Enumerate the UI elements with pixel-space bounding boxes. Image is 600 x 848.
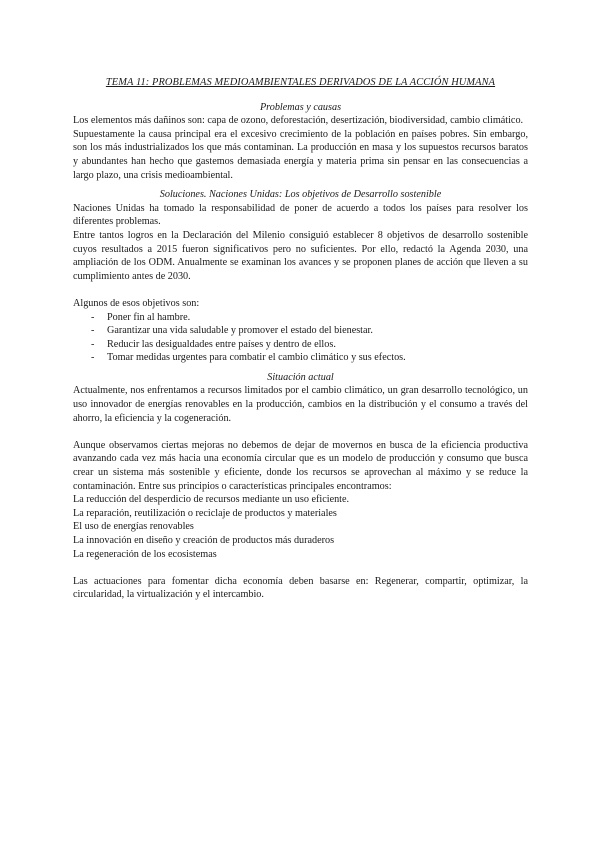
list-item: La reducción del desperdicio de recursos mediante un uso eficiente. <box>73 494 350 506</box>
list-item: La regeneración de los ecosistemas <box>73 548 217 560</box>
list-item: - Reducir las desigualdades entre países y dentro de ellos. <box>91 338 528 352</box>
document-page <box>73 76 528 602</box>
principles-list <box>73 493 528 561</box>
list-item: - Tomar medidas urgentes para combatir el cambio climático y sus efectos. <box>91 351 528 365</box>
paragraph-economia-circular: Aunque observamos ciertas mejoras no debemos de dejar de movernos en busca de la eficiencia productiva avanzando cada vez más hacia una economía circular que es un modelo de producción y consumo que busca crear un sistema más sostenible y eficiente, donde los recursos se aprovechan al máximo y se reduce la contaminación. Entre sus principios o características principales encontramos: <box>73 439 528 492</box>
list-item: La innovación en diseño y creación de productos más duraderos <box>73 535 335 546</box>
paragraph-causa-principal: Supuestamente la causa principal era el excesivo crecimiento de la población en países pobres. Sin embargo, son los más industrializados los que más contaminan. La producción en masa y los supuestos recursos baratos y abundantes han hecho que gastemos demasiada energía y materia prima sin pensar en las consecuencias a largo plazo, una crisis medioambiental. <box>73 128 528 181</box>
list-item: La reparación, reutilización o reciclaje de productos y materiales <box>73 507 337 519</box>
paragraph-elementos: Los elementos más dañinos son: capa de ozono, deforestación, desertización, biodiversidad, cambio climático. <box>73 115 524 127</box>
section-heading-soluciones: Soluciones. Naciones Unidas: Los objetivos de Desarrollo sostenible <box>159 189 442 201</box>
list-item: - Garantizar una vida saludable y promover el estado del bienestar. <box>91 324 528 338</box>
paragraph-actuaciones: Las actuaciones para fomentar dicha economía deben basarse en: Regenerar, compartir, optimizar, la circularidad, la virtualización y el intercambio. <box>73 575 528 601</box>
paragraph-actualmente: Actualmente, nos enfrentamos a recursos limitados por el cambio climático, un gran desarrollo tecnológico, un uso innovador de energías renovables en la producción, cambios en la distribución y el consumo a través del ahorro, la eficiencia y la cogeneración. <box>73 385 528 424</box>
paragraph-naciones-unidas: Naciones Unidas ha tomado la responsabilidad de poner de acuerdo a todos los países para resolver los diferentes problemas. <box>73 202 528 228</box>
list-item: El uso de energías renovables <box>73 521 194 533</box>
list-item: - Poner fin al hambre. <box>91 311 528 325</box>
objectives-list <box>73 311 528 365</box>
paragraph-declaracion-milenio: Entre tantos logros en la Declaración del Milenio consiguió establecer 8 objetivos de desarrollo sostenible cuyos resultados a 2015 fueron significativos pero no suficientes. Por ello, redactó la Agenda 2030, una ampliación de los ODM. Anualmente se examinan los avances y se proponen planes de acción que lleven a su cumplimiento antes de 2030. <box>73 229 528 282</box>
section-heading-problemas: Problemas y causas <box>259 101 342 113</box>
section-heading-situacion: Situación actual <box>267 371 334 383</box>
document-title: TEMA 11: PROBLEMAS MEDIOAMBIENTALES DERIVADOS DE LA ACCIÓN HUMANA <box>105 77 496 88</box>
objectives-intro: Algunos de esos objetivos son: <box>73 297 200 309</box>
